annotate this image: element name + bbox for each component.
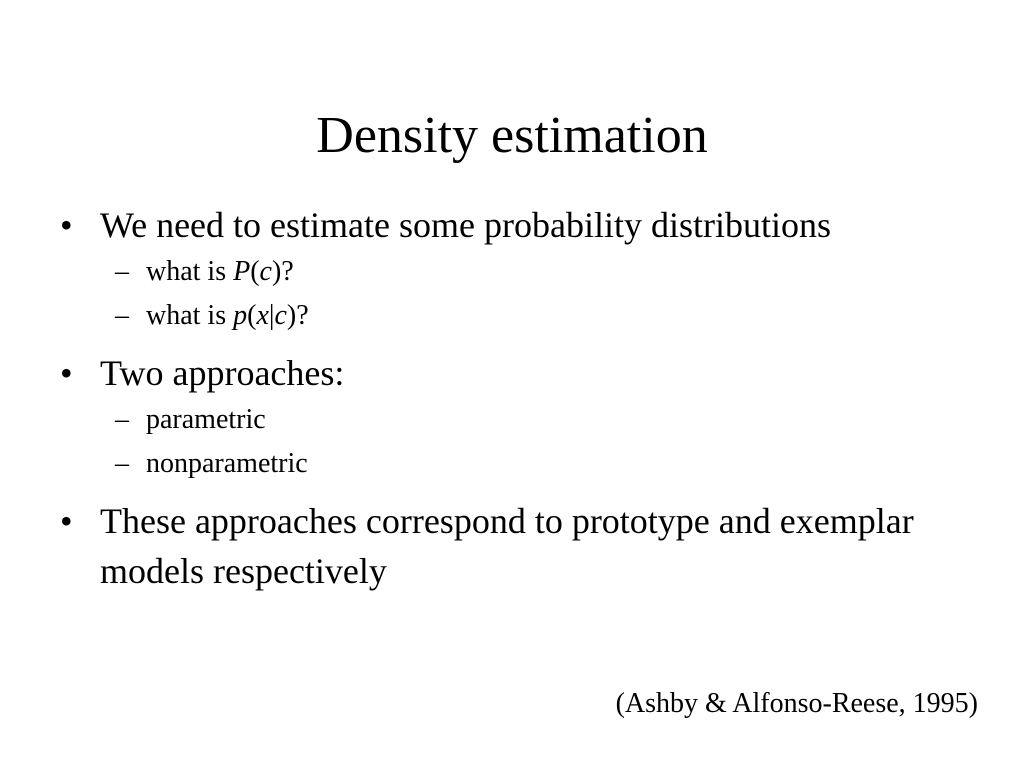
dash-marker: –	[115, 256, 129, 287]
slide-title: Density estimation	[316, 107, 708, 164]
bullet-list	[60, 200, 990, 596]
citation: (Ashby & Alfonso-Reese, 1995)	[615, 688, 978, 719]
dash-marker: –	[115, 404, 129, 435]
math-var: x	[256, 300, 269, 331]
sub-bullet-item	[60, 442, 990, 486]
bullet-text: Two approaches:	[100, 353, 345, 393]
bullet-marker: •	[60, 205, 73, 245]
math-var: P	[233, 256, 251, 287]
sub-bullet-text: parametric	[146, 404, 266, 435]
sub-bullet-item	[60, 294, 990, 338]
bullet-text: We need to estimate some probability distributions	[100, 205, 831, 245]
math-var: c	[259, 256, 272, 287]
sub-bullet-text: what is p(x|c)?	[146, 300, 309, 331]
dash-marker: –	[115, 300, 129, 331]
sub-bullet-item	[60, 250, 990, 294]
bullet-item	[60, 348, 990, 398]
sub-bullet-item	[60, 398, 990, 442]
bullet-item	[60, 200, 990, 250]
sub-bullet-text: nonparametric	[146, 448, 308, 479]
dash-marker: –	[115, 448, 129, 479]
bullet-marker: •	[60, 353, 73, 393]
bullet-item	[60, 496, 990, 596]
math-var: c	[274, 300, 287, 331]
bullet-text: These approaches correspond to prototype and exemplar models respectively	[100, 501, 914, 591]
math-var: p	[233, 300, 248, 331]
bullet-marker: •	[60, 501, 73, 541]
sub-bullet-text: what is P(c)?	[146, 256, 294, 287]
